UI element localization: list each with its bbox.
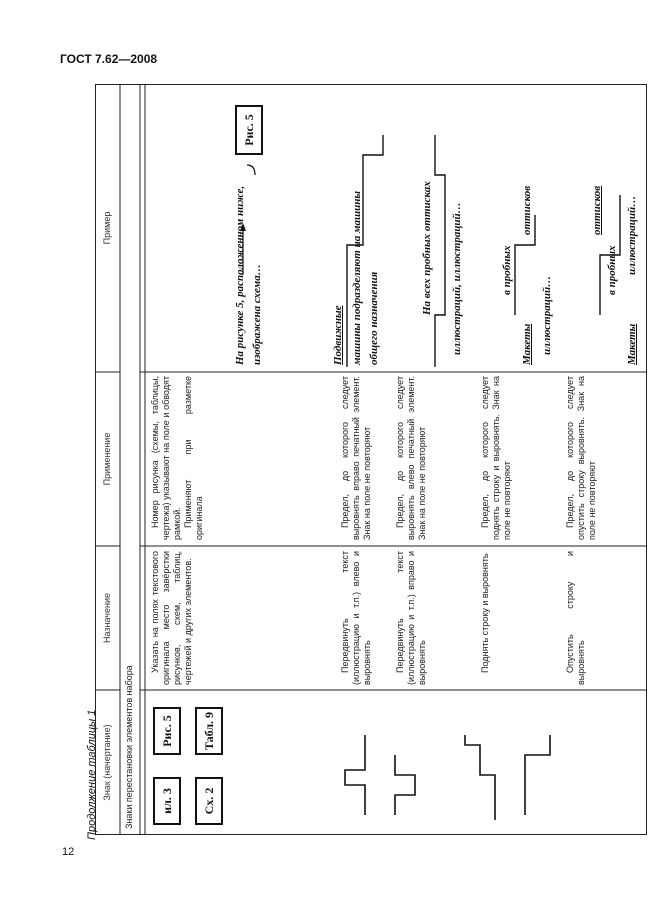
page-number: 12 [62,846,75,858]
row4-example-w3: в пробных [501,245,513,295]
row1-application-2: Применяют при разметке оригинала [183,376,204,540]
col-header-application: Применение [102,432,112,486]
row3-example-l2: иллюстраций, иллюстраций… [451,202,463,355]
sign-box-ill: ил. 3 [153,777,181,825]
row4-example-w4: иллюстраций… [541,275,553,355]
row2-application: Предел, до которого следует выровнять вправо печатный элемент. Знак на поле не повторяют [340,376,372,540]
row1-application-1: Номер рисунка (схемы, таблицы, чертежа) указывают на поле и обводят рамкой. [150,376,182,540]
row3-purpose: Передвинуть текст (иллюстрацию и т.п.) вправо и выровнять [395,551,427,685]
table-caption: Продолжение таблицы 1 [86,709,98,840]
row4-application: Предел, до которого следует поднять строку и выровнять. Знак на поле не повторяют [480,376,512,540]
row5-example-w2: в пробных [606,245,618,295]
row2-example-l3: общего назначения [368,271,380,365]
sign-box-fig: Рис. 5 [153,707,181,755]
page-header: ГОСТ 7.62—2008 [60,52,158,66]
row2-purpose: Передвинуть текст (иллюстрацию и т.п.) влево и выровнять [340,551,372,685]
row1-example-line1: На рисунке 5, расположенном ниже, [234,185,246,365]
col-header-sign: Знак (начертание) [102,724,112,801]
row3-application: Предел, до которого следует выровнять влево печатный элемент. Знак на поле не повторяют [395,376,427,540]
row5-example-w3: Макеты [626,323,638,365]
row1-example-line2: изображена схема… [251,264,263,365]
row5-example-w1: оттисков [591,185,603,235]
sign-box-scheme: Сх. 2 [195,777,223,825]
row4-example-w1: Макеты [521,323,533,365]
row1-purpose: Указать на полях текстового оригинала место завёрстки рисунков, схем, таблиц, чертежей и других элементов. [150,551,193,685]
example-box-fig: Рис. 5 [235,105,263,155]
row5-purpose: Опустить строку и выровнять [565,551,586,685]
row4-purpose: Поднять строку и выровнять [480,553,490,673]
rotated-table [95,84,647,835]
row2-example-l1: Подвижные [332,305,344,365]
col-header-purpose: Назначение [102,593,112,644]
row5-example-w4: иллюстраций… [626,195,638,275]
row3-example-l1: На всех пробных оттисках [421,181,433,315]
row2-example-l2: машины подразделяют на машины [351,190,363,365]
row4-example-w2: оттисков [521,185,533,235]
sign-box-table: Табл. 9 [195,707,223,755]
row5-application: Предел, до которого следует опустить строку выровнять. Знак на поле не повторяют [565,376,597,540]
section-title: Знаки перестановки элементов набора [124,665,134,829]
col-header-example: Пример [102,211,112,245]
